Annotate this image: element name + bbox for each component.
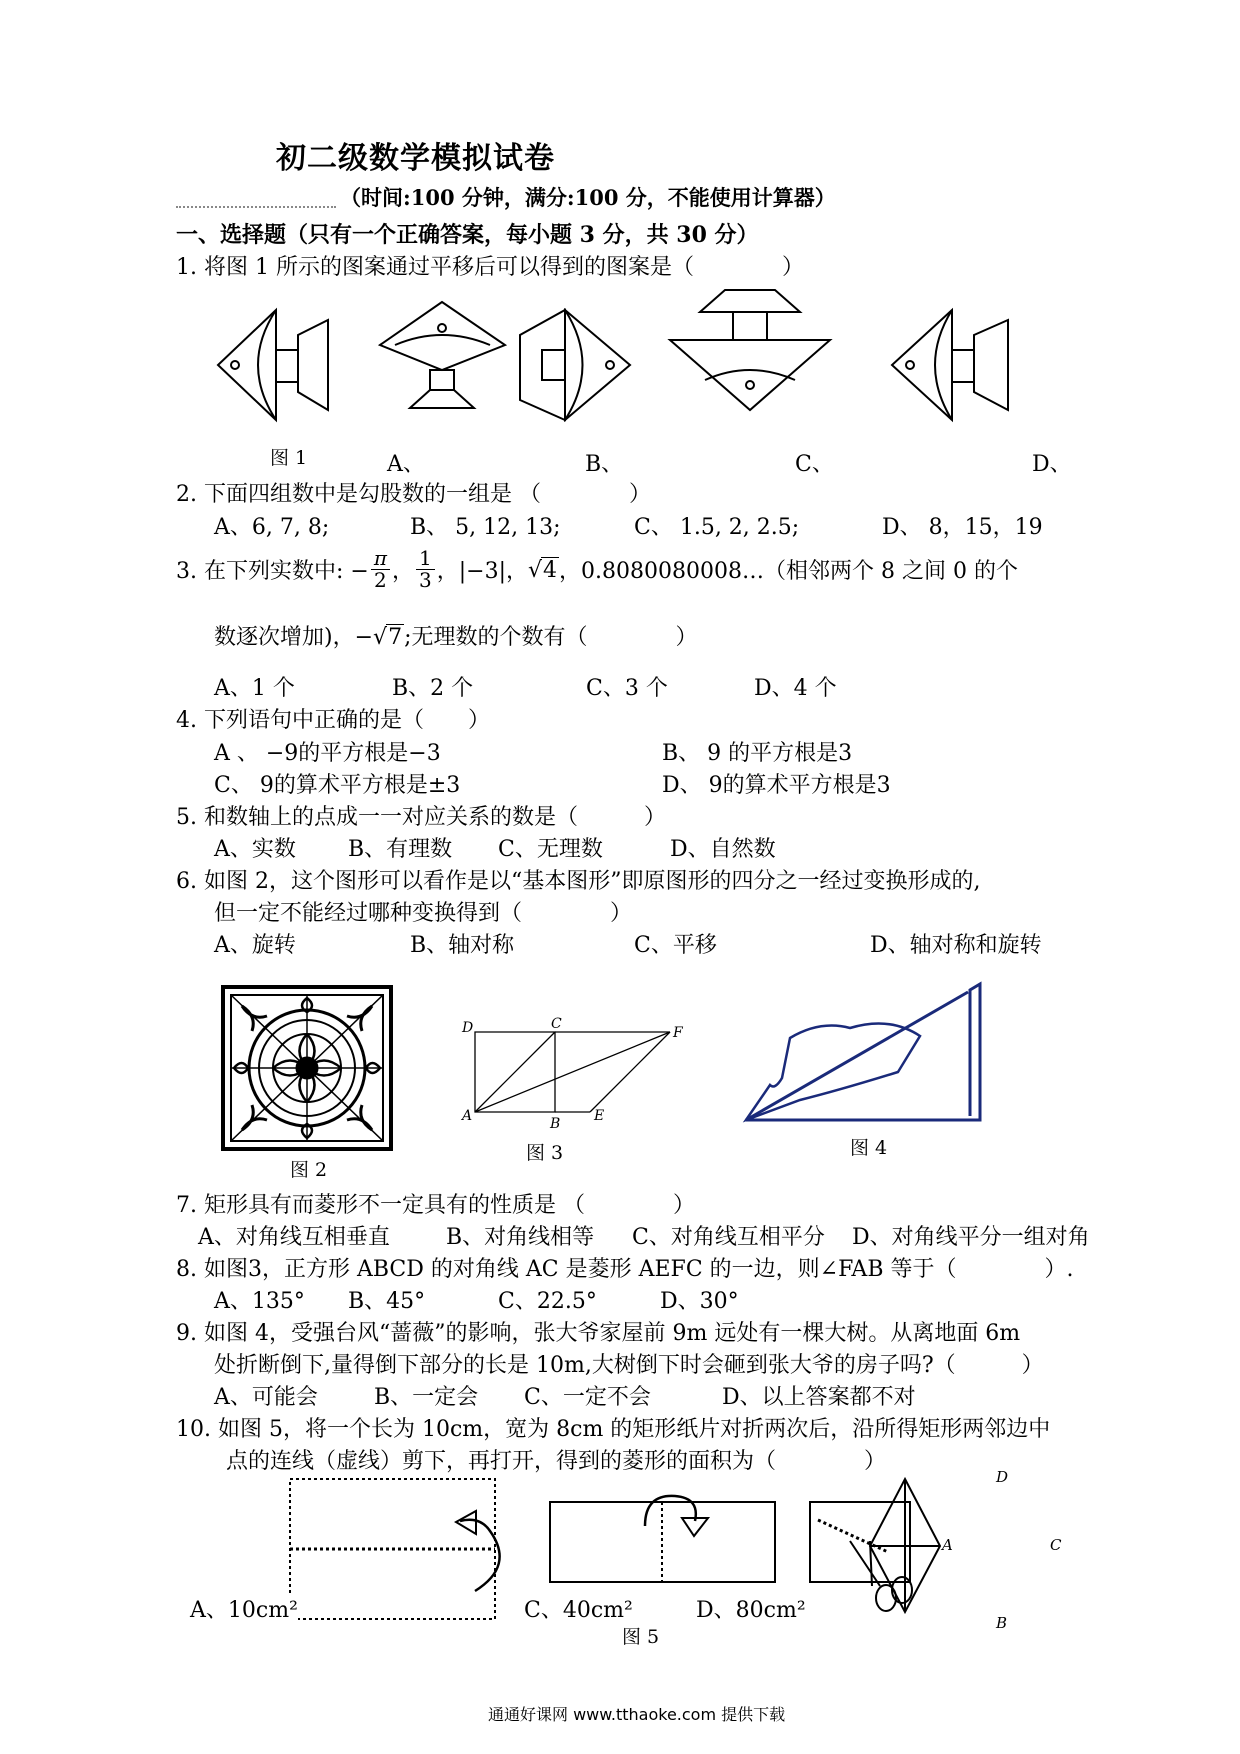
section-heading: 一、选择题（只有一个正确答案，每小题 3 分，共 30 分） [176,222,759,248]
question-6-stem-line-2: 但一定不能经过哪种变换得到（ ） [214,901,633,926]
q3-lead: 3. 在下列实数中: − [176,559,369,584]
fig3-point-f: F [673,1025,683,1041]
question-4-stem: 4. 下列语句中正确的是（ ） [176,708,490,733]
fig4-diagram [740,980,990,1130]
q2-option-b: B、 5, 12, 13; [410,515,561,540]
q2-option-d: D、 8，15，19 [882,515,1043,540]
q6-option-b: B、轴对称 [410,933,515,958]
q3-option-b: B、2 个 [392,676,474,701]
fig3-caption: 图 3 [526,1142,564,1164]
fig5-diagram [280,1476,1100,1646]
q7-option-c: C、对角线互相平分 [632,1225,825,1250]
q1-option-c-label: C、 [795,452,834,477]
q8-option-c: C、22.5° [498,1289,597,1314]
fig3-point-e: E [594,1108,605,1124]
q2-option-a: A、6, 7, 8; [214,515,330,540]
q3-option-a: A、1 个 [214,676,295,701]
q3-option-c: C、3 个 [586,676,668,701]
q6-option-c: C、平移 [634,933,717,958]
q1-option-d-label: D、 [1032,452,1072,477]
fig1-label: 图 1 [270,447,308,469]
q10-option-a: A、10cm² [190,1593,298,1624]
question-3-line-1: 3. 在下列实数中: − $\frac{\pi}{2}$ ， $\frac{1}{3}$ ，|−3|， √4 ，0.8080080008…（相邻两个 8 之间 0 的个 [176,546,1018,592]
q5-option-c: C、无理数 [498,837,603,862]
q3-option-d: D、4 个 [754,676,837,701]
q8-option-a: A、135° [214,1289,305,1314]
question-6-stem-line-1: 6. 如图 2，这个图形可以看作是以“基本图形”即原图形的四分之一经过变换形成的, [176,869,981,894]
fish-figure-d [892,310,1008,420]
question-10-stem-line-1: 10. 如图 5，将一个长为 10cm，宽为 8cm 的矩形纸片对折两次后，沿所得矩形两邻边中 [176,1417,1051,1442]
q1-option-a-label: A、 [387,452,425,477]
fig2-caption: 图 2 [290,1159,328,1181]
rhombus-point-c: C [1050,1536,1062,1554]
question-9-stem-line-2: 处折断倒下,量得倒下部分的长是 10m,大树倒下时会砸到张大爷的房子吗?（ ） [214,1353,1044,1378]
q8-option-d: D、30° [660,1289,739,1314]
page-title: 初二级数学模拟试卷 [276,141,555,176]
q9-option-c: C、一定不会 [524,1385,651,1410]
q8-option-b: B、45° [348,1289,426,1314]
fish-figure-b [520,310,630,420]
fraction-one-third: $\frac{1}{3}$ [416,548,435,591]
rhombus-point-d: D [996,1468,1009,1486]
q10-option-c: C、40cm² [524,1598,633,1623]
q9-option-d: D、以上答案都不对 [722,1385,916,1410]
question-8-stem: 8. 如图3，正方形 ABCD 的对角线 AC 是菱形 AEFC 的一边，则∠FAB 等于（ ）. [176,1257,1074,1282]
fig3-diagram [460,1020,700,1140]
page-subtitle: （时间:100 分钟，满分:100 分，不能使用计算器） [340,185,836,210]
rhombus-point-b: B [996,1614,1008,1632]
page-footer: 通通好课网 www.tthaoke.com 提供下载 [488,1705,786,1724]
q7-option-d: D、对角线平分一组对角 [852,1225,1090,1250]
question-7-stem: 7. 矩形具有而菱形不一定具有的性质是 （ ） [176,1193,695,1218]
q9-option-b: B、一定会 [374,1385,479,1410]
fig3-point-a: A [462,1108,473,1124]
question-9-stem-line-1: 9. 如图 4，受强台风“蔷薇”的影响，张大爷家屋前 9m 远处有一棵大树。从离地面 6m [176,1321,1021,1346]
q4-option-d: D、 9的算术平方根是3 [662,773,891,798]
q3-abs: ，|−3|， [436,559,528,584]
q7-option-a: A、对角线互相垂直 [198,1225,390,1250]
fish-figure-a [380,302,505,408]
question-10-stem-line-2: 点的连线（虚线）剪下，再打开，得到的菱形的面积为（ ） [226,1449,887,1474]
q7-option-b: B、对角线相等 [446,1225,595,1250]
fish-figure-c [670,290,830,410]
fig3-point-d: D [462,1020,474,1036]
q4-option-b: B、 9 的平方根是3 [662,741,853,766]
q2-option-c: C、 1.5, 2, 2.5; [634,515,800,540]
question-1-figures [180,280,1080,430]
q5-option-b: B、有理数 [348,837,453,862]
q5-option-d: D、自然数 [670,837,776,862]
sqrt-4: √4 [528,557,558,583]
q1-option-b-label: B、 [585,452,624,477]
fraction-pi-over-2: $\frac{\pi}{2}$ [371,548,390,591]
q6-option-a: A、旋转 [214,933,296,958]
question-1-stem: 1. 将图 1 所示的图案通过平移后可以得到的图案是（ ） [176,255,804,280]
q3-tail: ，0.8080080008…（相邻两个 8 之间 0 的个 [559,559,1018,584]
fig3-point-b: B [550,1116,561,1132]
q5-option-a: A、实数 [214,837,296,862]
scissors-icon [850,1541,912,1611]
question-2-stem: 2. 下面四组数中是勾股数的一组是 （ ） [176,482,651,507]
q4-option-a: A 、 −9的平方根是−3 [214,741,441,766]
fig4-caption: 图 4 [850,1137,888,1159]
fish-figure-1 [218,310,328,420]
dotted-rule [176,206,336,208]
question-5-stem: 5. 和数轴上的点成一一对应关系的数是（ ） [176,805,666,830]
q6-option-d: D、轴对称和旋转 [870,933,1042,958]
q9-option-a: A、可能会 [214,1385,318,1410]
sqrt-7: √7 [373,625,403,650]
fig5-caption: 图 5 [622,1626,660,1648]
q4-option-c: C、 9的算术平方根是±3 [214,773,461,798]
question-3-line-2: 数逐次增加)，−√7;无理数的个数有（ ） [214,625,698,650]
fig2-ornament [222,986,392,1150]
fig3-point-c: C [551,1016,562,1032]
q10-option-d: D、80cm² [696,1598,806,1623]
rhombus-point-a: A [942,1536,953,1554]
